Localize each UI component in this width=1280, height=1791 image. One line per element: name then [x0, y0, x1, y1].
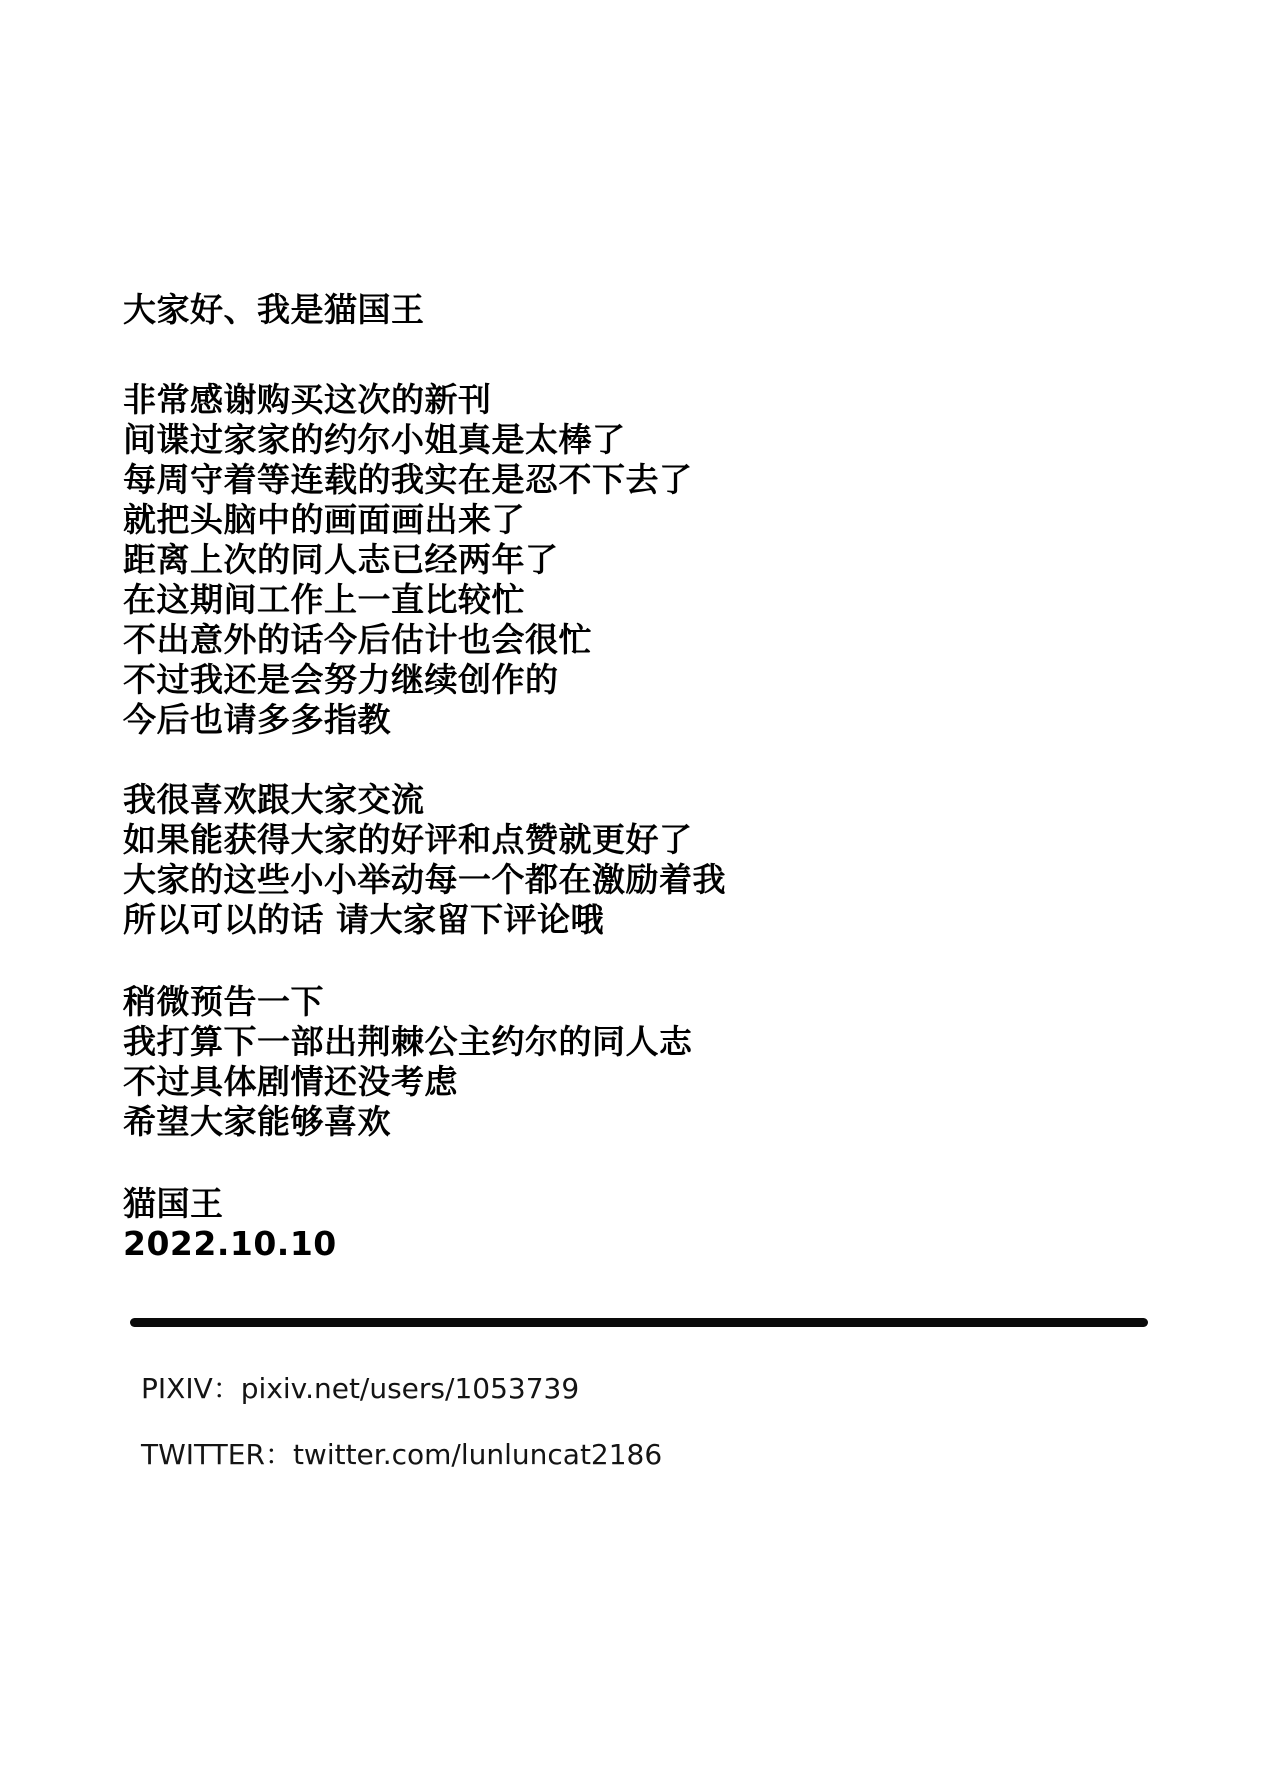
text-line: 不过我还是会努力继续创作的: [123, 660, 559, 699]
text-line: 希望大家能够喜欢: [123, 1102, 391, 1141]
thanks-paragraph: [123, 380, 1203, 740]
text-line: 不过具体剧情还没考虑: [123, 1062, 458, 1101]
text-line: 不出意外的话今后估计也会很忙: [123, 620, 592, 659]
text-line: 间谍过家家的约尔小姐真是太棒了: [123, 420, 626, 459]
preview-paragraph: [123, 982, 1203, 1142]
greeting-text: 大家好、我是猫国王: [123, 290, 425, 329]
text-line: 我很喜欢跟大家交流: [123, 780, 425, 819]
signature-date: 2022.10.10: [123, 1224, 337, 1263]
greeting-paragraph: [123, 290, 1203, 330]
afterword-content: [123, 0, 1203, 1473]
pixiv-separator: ：: [212, 1372, 241, 1405]
pixiv-link: [141, 1371, 1203, 1407]
text-line: 就把头脑中的画面画出来了: [123, 500, 525, 539]
contact-links: [141, 1371, 1203, 1473]
text-line: 所以可以的话 请大家留下评论哦: [123, 900, 604, 939]
text-line: 非常感谢购买这次的新刊: [123, 380, 492, 419]
text-line: 如果能获得大家的好评和点赞就更好了: [123, 820, 693, 859]
signature-block: [123, 1184, 1203, 1264]
twitter-separator: ：: [264, 1438, 293, 1471]
divider-line: [130, 1318, 1148, 1327]
twitter-label: TWITTER: [141, 1438, 265, 1471]
twitter-url: twitter.com/lunluncat2186: [292, 1438, 663, 1471]
pixiv-label: PIXIV: [141, 1372, 213, 1405]
text-line: 我打算下一部出荆棘公主约尔的同人志: [123, 1022, 693, 1061]
text-line: 今后也请多多指教: [123, 700, 391, 739]
text-line: 稍微预告一下: [123, 982, 324, 1021]
twitter-link: [141, 1437, 1203, 1473]
feedback-paragraph: [123, 780, 1203, 940]
text-line: 距离上次的同人志已经两年了: [123, 540, 559, 579]
text-line: 大家的这些小小举动每一个都在激励着我: [123, 860, 726, 899]
pixiv-url: pixiv.net/users/1053739: [240, 1372, 580, 1405]
text-line: 在这期间工作上一直比较忙: [123, 580, 525, 619]
text-line: 每周守着等连载的我实在是忍不下去了: [123, 460, 693, 499]
author-name: 猫国王: [123, 1184, 224, 1223]
